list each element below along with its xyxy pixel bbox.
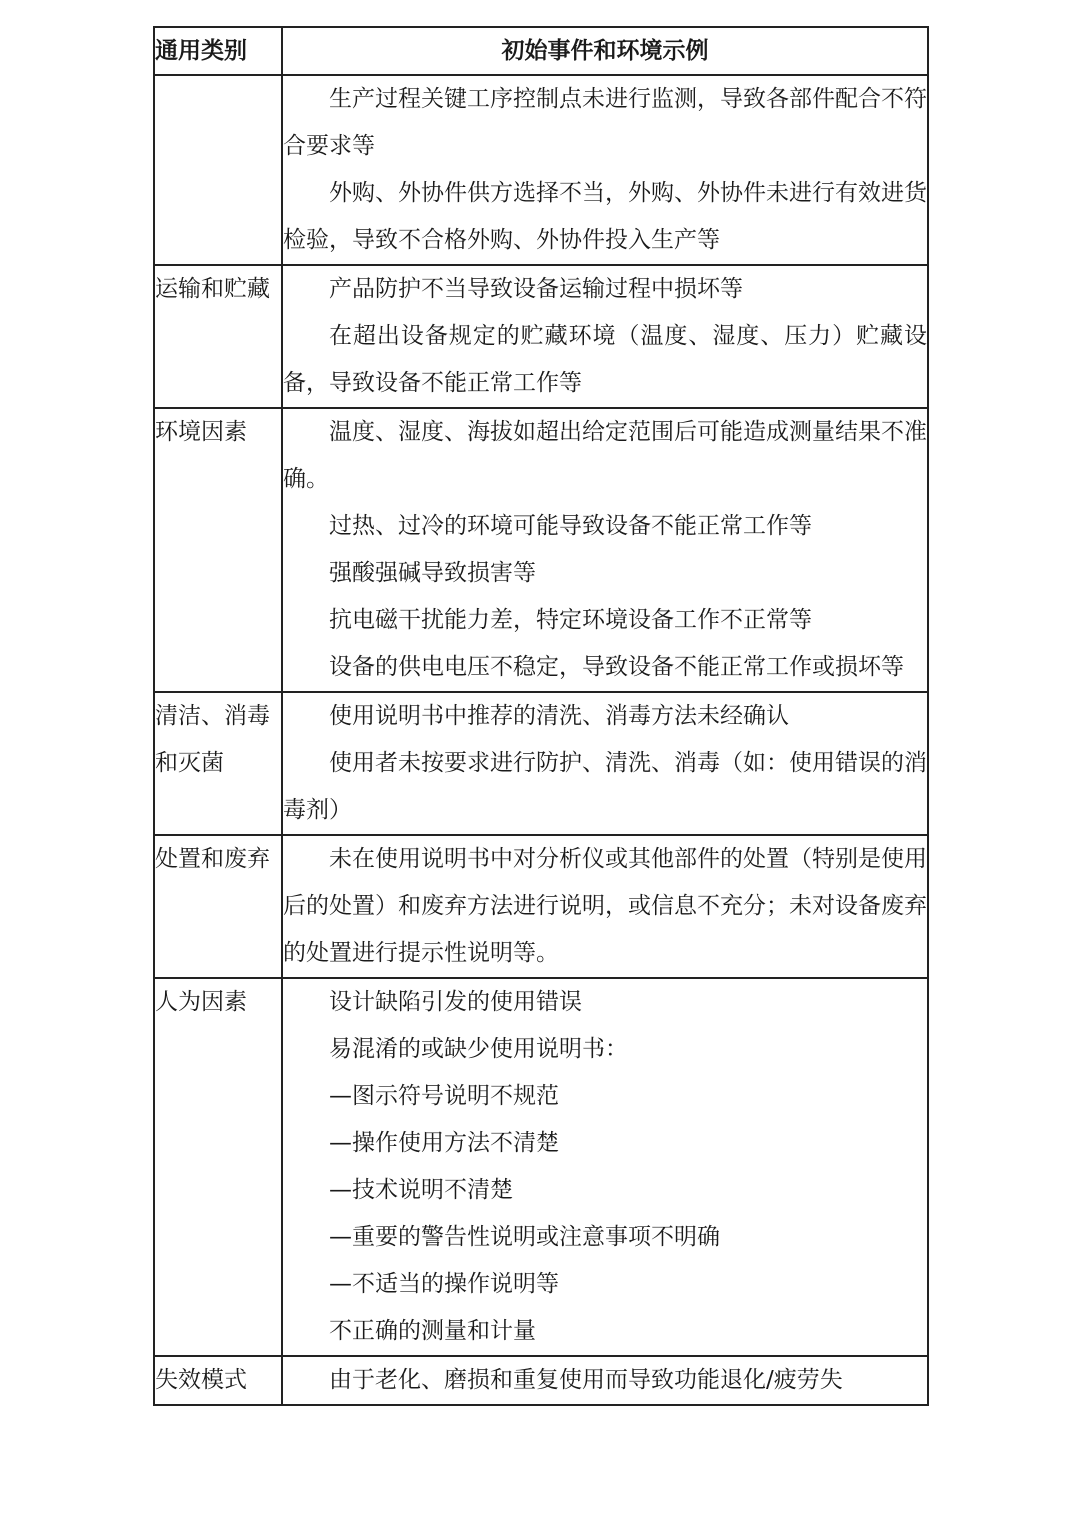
examples-cell — [282, 408, 928, 692]
table-row — [154, 1356, 928, 1405]
example-line: 生产过程关键工序控制点未进行监测，导致各部件配合不符合要求等 — [283, 86, 927, 159]
example-line: —不适当的操作说明等 — [329, 1271, 559, 1297]
example-line: 产品防护不当导致设备运输过程中损坏等 — [329, 276, 743, 302]
table-row — [154, 978, 928, 1356]
example-line: 在超出设备规定的贮藏环境（温度、湿度、压力）贮藏设备，导致设备不能正常工作等 — [283, 323, 927, 396]
examples-cell — [282, 75, 928, 265]
table-header — [154, 27, 928, 75]
table-row — [154, 692, 928, 835]
category-cell: 环境因素 — [154, 408, 282, 692]
example-line: 不正确的测量和计量 — [329, 1318, 536, 1344]
example-line: 温度、湿度、海拔如超出给定范围后可能造成测量结果不准确。 — [283, 419, 927, 492]
table-row — [154, 75, 928, 265]
example-line: —图示符号说明不规范 — [329, 1083, 559, 1109]
example-line: 外购、外协件供方选择不当，外购、外协件未进行有效进货检验，导致不合格外购、外协件投入生产等 — [283, 180, 927, 253]
examples-cell — [282, 978, 928, 1356]
examples-cell — [282, 1356, 928, 1405]
category-cell: 运输和贮藏 — [154, 265, 282, 408]
category-cell: 处置和废弃 — [154, 835, 282, 978]
example-line: 易混淆的或缺少使用说明书： — [329, 1036, 628, 1062]
example-line: 使用者未按要求进行防护、清洗、消毒（如：使用错误的消毒剂） — [283, 750, 927, 823]
example-line: —技术说明不清楚 — [329, 1177, 513, 1203]
example-line: 强酸强碱导致损害等 — [329, 560, 536, 586]
hazard-examples-table — [153, 26, 929, 1406]
example-line: —操作使用方法不清楚 — [329, 1130, 559, 1156]
example-line: 过热、过冷的环境可能导致设备不能正常工作等 — [329, 513, 812, 539]
table-row — [154, 835, 928, 978]
example-line: 由于老化、磨损和重复使用而导致功能退化/疲劳失 — [329, 1367, 843, 1393]
example-line: 设计缺陷引发的使用错误 — [329, 989, 582, 1015]
table-row — [154, 265, 928, 408]
category-cell: 清洁、消毒和灭菌 — [154, 692, 282, 835]
header-row — [154, 27, 928, 75]
header-examples: 初始事件和环境示例 — [282, 27, 928, 75]
category-cell: 失效模式 — [154, 1356, 282, 1405]
category-cell — [154, 75, 282, 265]
examples-cell — [282, 692, 928, 835]
table-row — [154, 408, 928, 692]
example-line: 设备的供电电压不稳定，导致设备不能正常工作或损坏等 — [329, 654, 904, 680]
header-category: 通用类别 — [154, 27, 282, 75]
example-line: —重要的警告性说明或注意事项不明确 — [329, 1224, 720, 1250]
example-line: 使用说明书中推荐的清洗、消毒方法未经确认 — [329, 703, 789, 729]
example-line: 未在使用说明书中对分析仪或其他部件的处置（特别是使用后的处置）和废弃方法进行说明，或信息不充分；未对设备废弃的处置进行提示性说明等。 — [283, 846, 927, 966]
examples-cell — [282, 835, 928, 978]
category-cell: 人为因素 — [154, 978, 282, 1356]
example-line: 抗电磁干扰能力差，特定环境设备工作不正常等 — [329, 607, 812, 633]
examples-cell — [282, 265, 928, 408]
